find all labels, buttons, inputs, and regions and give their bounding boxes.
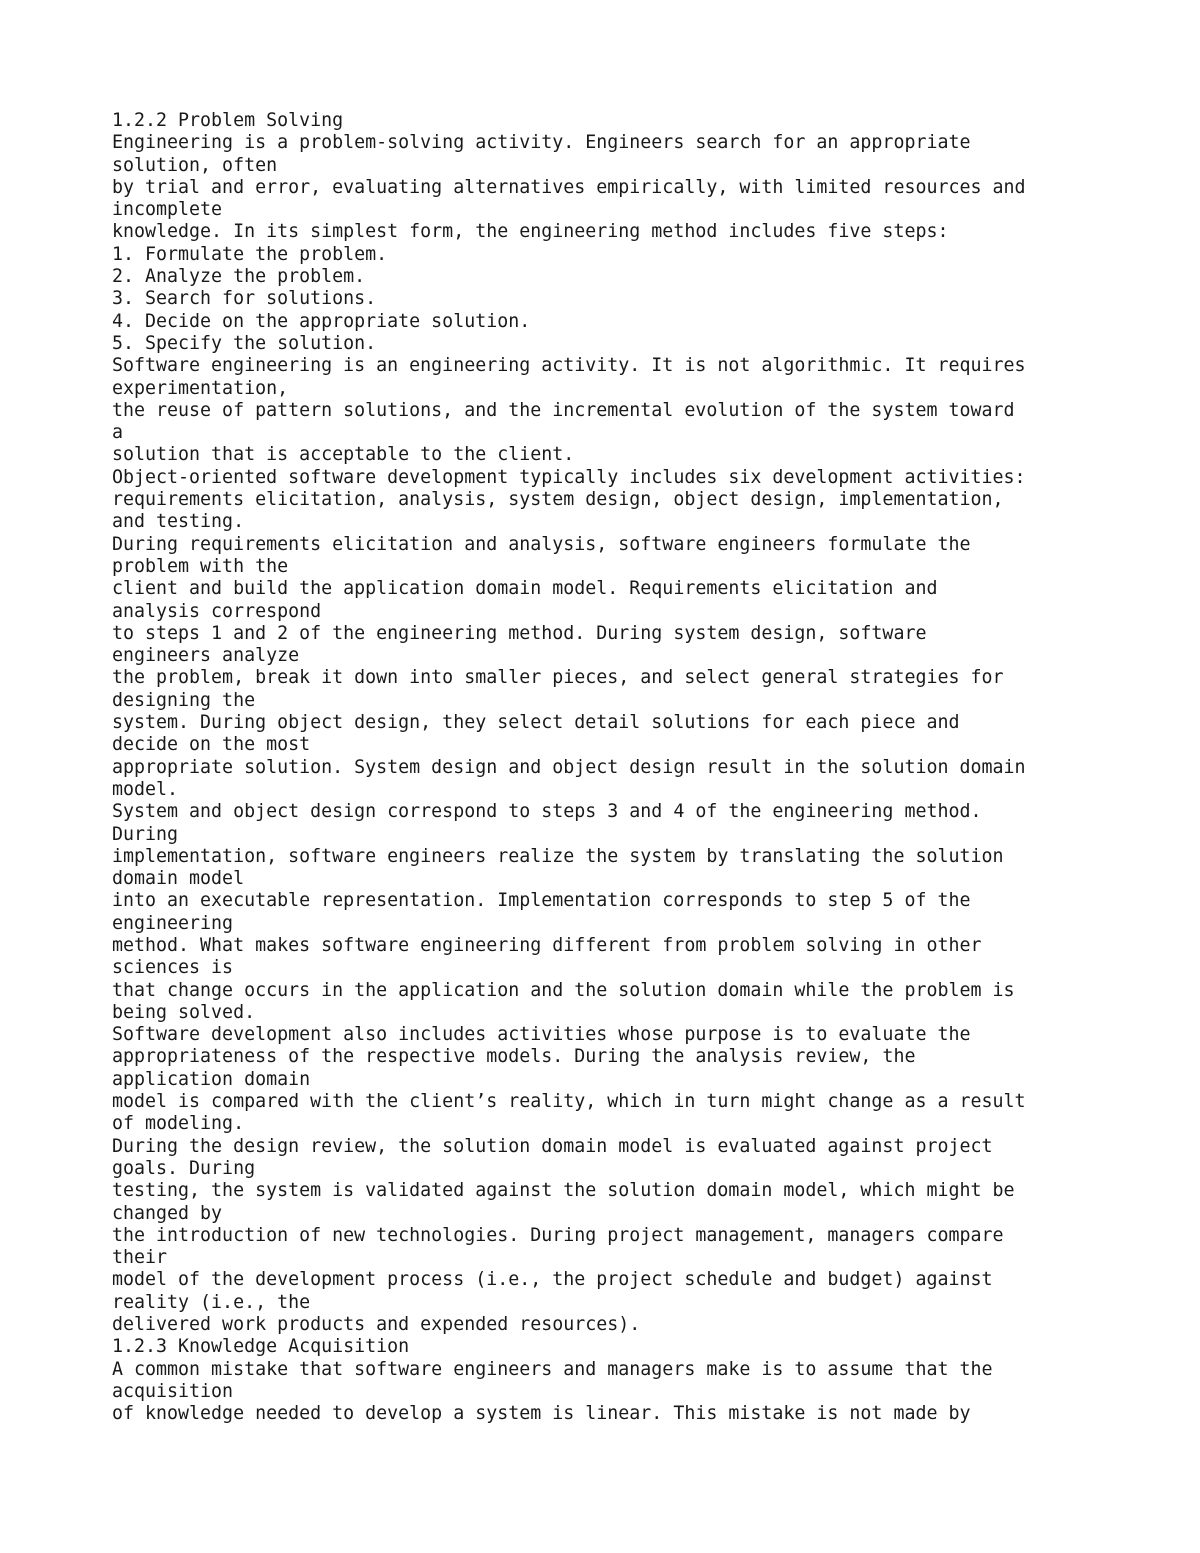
text-line: experimentation, — [112, 377, 289, 399]
text-line: solution, often — [112, 154, 278, 176]
text-line: 1. Formulate the problem. — [112, 243, 388, 265]
document-page — [112, 110, 1112, 1426]
text-line: 5. Specify the solution. — [112, 332, 377, 354]
text-line: delivered work products and expended resources). — [112, 1314, 641, 1336]
text-line: A common mistake that software engineers and managers make is to assume that the — [112, 1358, 993, 1380]
text-line: client and build the application domain model. Requirements elicitation and — [112, 578, 938, 600]
text-line: During the design review, the solution domain model is evaluated against project — [112, 1135, 993, 1157]
text-line: being solved. — [112, 1001, 256, 1023]
text-line: Software development also includes activities whose purpose is to evaluate the — [112, 1024, 971, 1046]
text-line: acquisition — [112, 1380, 234, 1402]
text-line: application domain — [112, 1068, 311, 1090]
text-line: During requirements elicitation and analysis, software engineers formulate the — [112, 533, 971, 555]
text-line: model. — [112, 778, 179, 800]
text-line: designing the — [112, 689, 256, 711]
text-line: the introduction of new technologies. During project management, managers compare — [112, 1224, 1004, 1246]
text-line: knowledge. In its simplest form, the engineering method includes five steps: — [112, 221, 949, 243]
text-line: During — [112, 823, 179, 845]
text-line: method. What makes software engineering different from problem solving in other — [112, 934, 982, 956]
text-line: Software engineering is an engineering activity. It is not algorithmic. It requires — [112, 355, 1026, 377]
text-line: their — [112, 1247, 168, 1269]
text-line: decide on the most — [112, 734, 311, 756]
text-line: implementation, software engineers realize the system by translating the solution — [112, 845, 1004, 867]
text-line: solution that is acceptable to the client. — [112, 444, 575, 466]
text-line: the problem, break it down into smaller pieces, and select general strategies for — [112, 667, 1004, 689]
text-line: the reuse of pattern solutions, and the incremental evolution of the system toward — [112, 399, 1015, 421]
text-line: sciences is — [112, 957, 234, 979]
text-line: Engineering is a problem-solving activity. Engineers search for an appropriate — [112, 132, 971, 154]
text-line: appropriate solution. System design and object design result in the solution domain — [112, 756, 1026, 778]
text-line: reality (i.e., the — [112, 1291, 311, 1313]
text-line: engineers analyze — [112, 645, 300, 667]
text-line: 3. Search for solutions. — [112, 288, 377, 310]
text-line: that change occurs in the application and the solution domain while the problem is — [112, 979, 1015, 1001]
text-line: System and object design correspond to steps 3 and 4 of the engineering method. — [112, 801, 982, 823]
text-line: and testing. — [112, 511, 245, 533]
text-line: problem with the — [112, 555, 289, 577]
text-line: 4. Decide on the appropriate solution. — [112, 310, 531, 332]
text-line: of knowledge needed to develop a system is linear. This mistake is not made by — [112, 1403, 971, 1425]
text-line: 1.2.2 Problem Solving — [112, 110, 344, 131]
text-line: to steps 1 and 2 of the engineering method. During system design, software — [112, 622, 927, 644]
text-line: testing, the system is validated against the solution domain model, which might be — [112, 1180, 1015, 1202]
text-line: model is compared with the client’s reality, which in turn might change as a result — [112, 1091, 1026, 1113]
text-line: appropriateness of the respective models. During the analysis review, the — [112, 1046, 916, 1068]
text-line: by trial and error, evaluating alternatives empirically, with limited resources and — [112, 176, 1026, 198]
text-line: engineering — [112, 912, 234, 934]
text-line: goals. During — [112, 1157, 256, 1179]
text-line: 1.2.3 Knowledge Acquisition — [112, 1336, 410, 1358]
text-line: into an executable representation. Implementation corresponds to step 5 of the — [112, 890, 971, 912]
text-line: of modeling. — [112, 1113, 245, 1135]
text-line: a — [112, 422, 124, 444]
text-line: requirements elicitation, analysis, system design, object design, implementation, — [112, 489, 1004, 511]
text-line: changed by — [112, 1202, 223, 1224]
text-line: incomplete — [112, 199, 223, 221]
text-line: 2. Analyze the problem. — [112, 266, 366, 288]
text-line: Object-oriented software development typically includes six development activities: — [112, 466, 1026, 488]
text-line: model of the development process (i.e., the project schedule and budget) against — [112, 1269, 993, 1291]
text-line: system. During object design, they select detail solutions for each piece and — [112, 712, 960, 734]
text-line: analysis correspond — [112, 600, 322, 622]
text-line: domain model — [112, 868, 245, 890]
